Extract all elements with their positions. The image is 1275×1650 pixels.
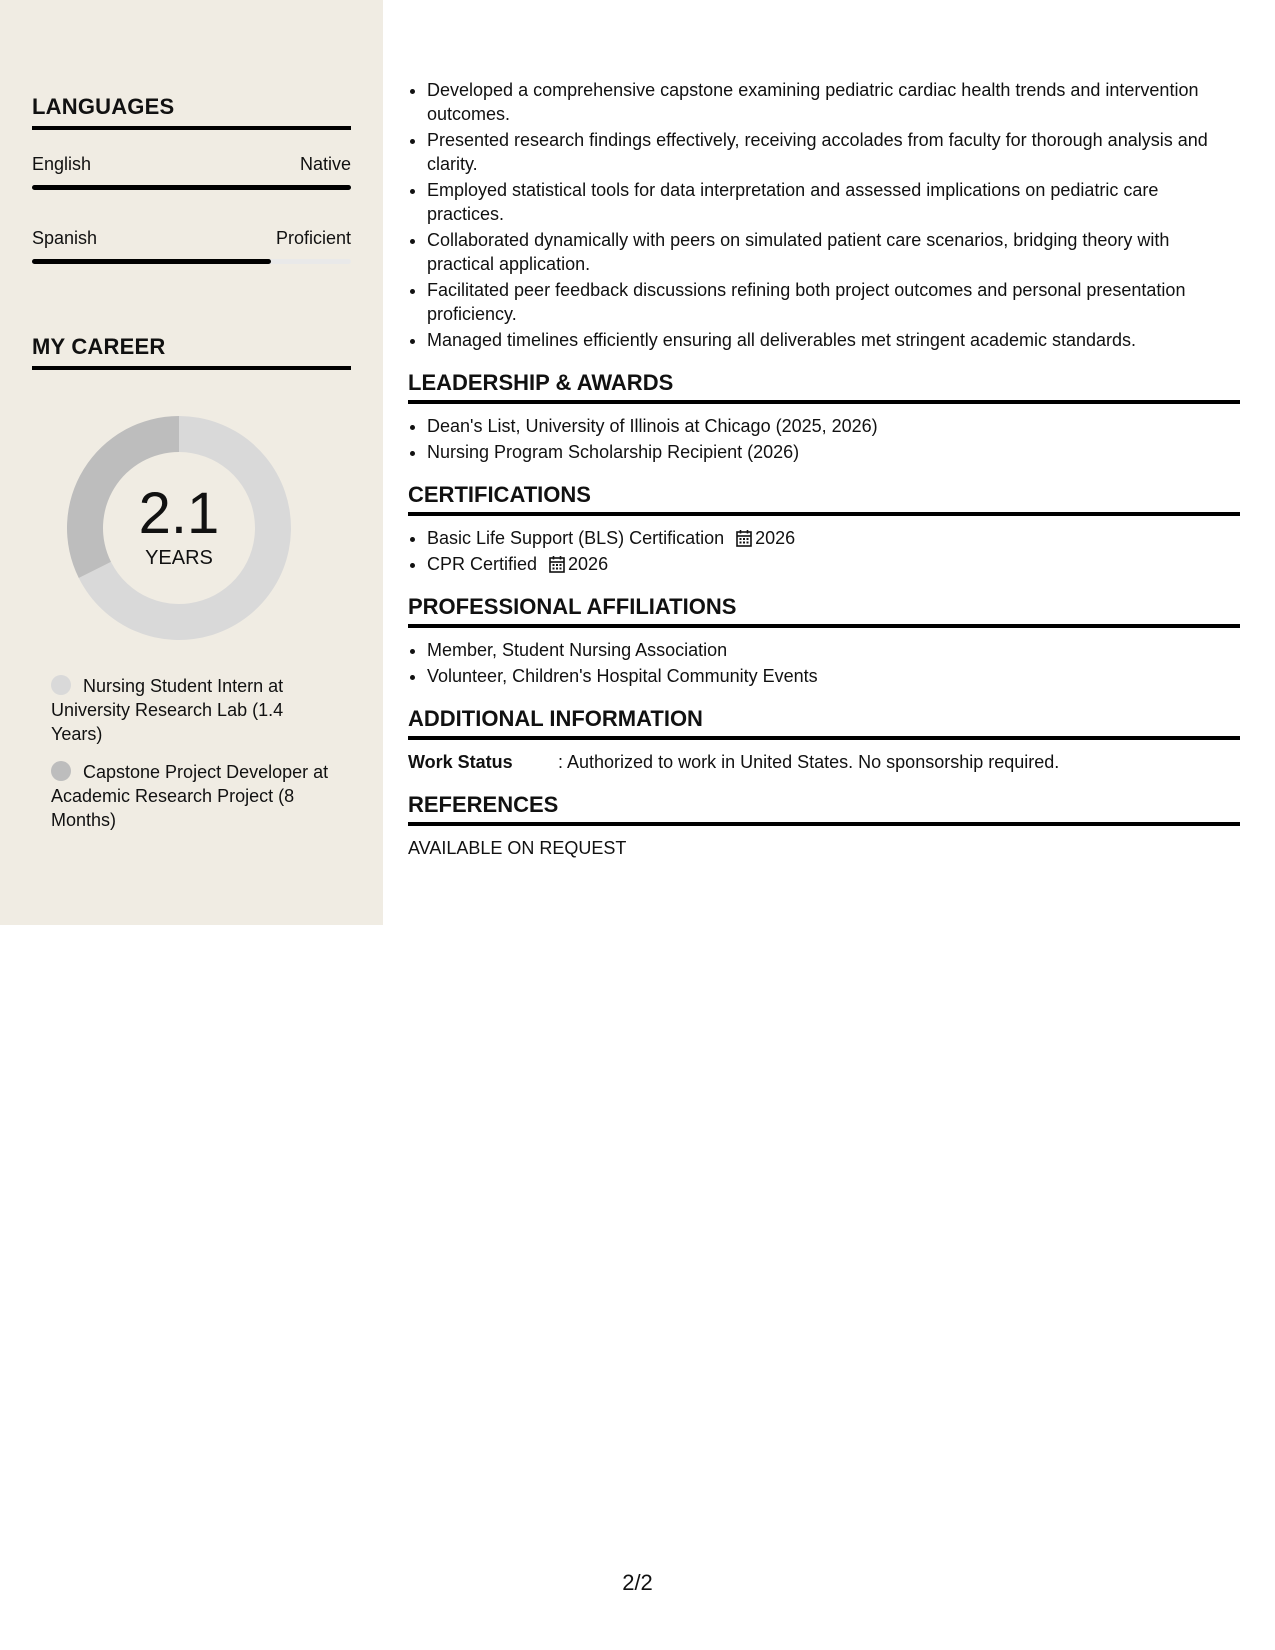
language-proficiency-fill — [32, 185, 351, 190]
language-level: Native — [299, 154, 351, 174]
work-status-label: Work Status — [408, 752, 513, 772]
affiliation-item: • Volunteer, Children's Hospital Community Events — [427, 664, 1240, 688]
language-proficiency-bar — [32, 259, 351, 264]
career-total-unit: YEARS — [145, 547, 213, 569]
language-item-spanish — [32, 228, 351, 264]
experience-bullet: • Collaborated dynamically with peers on simulated patient care scenarios, bridging theory with practical application. — [427, 228, 1240, 276]
affiliations-list — [408, 638, 1240, 688]
experience-bullet: • Employed statistical tools for data interpretation and assessed implications on pediatric care practices. — [427, 178, 1240, 226]
language-level: Proficient — [275, 228, 351, 248]
work-status-row — [408, 750, 1240, 774]
leadership-item: • Nursing Program Scholarship Recipient (2026) — [427, 440, 1240, 464]
sidebar — [0, 0, 383, 925]
certification-year: 2026 — [755, 528, 796, 548]
certifications-list — [408, 526, 1240, 576]
language-name: Spanish — [32, 228, 98, 248]
references-heading: REFERENCES — [408, 792, 1240, 826]
career-heading: MY CAREER — [32, 334, 351, 370]
languages-heading: LANGUAGES — [32, 94, 351, 130]
certification-item — [427, 552, 1240, 576]
experience-bullet: • Presented research findings effectively, receiving accolades from faculty for thorough analysis and clarity. — [427, 128, 1240, 176]
experience-bullet: • Developed a comprehensive capstone examining pediatric cardiac health trends and intervention outcomes. — [427, 78, 1240, 126]
legend-dot-icon — [51, 761, 71, 781]
languages-section — [32, 94, 351, 264]
work-status-value: : Authorized to work in United States. No sponsorship required. — [558, 752, 1060, 772]
leadership-item: • Dean's List, University of Illinois at Chicago (2025, 2026) — [427, 414, 1240, 438]
certification-name: Basic Life Support (BLS) Certification — [427, 528, 725, 548]
experience-bullet-list — [408, 78, 1240, 352]
career-legend-item — [51, 674, 331, 746]
calendar-icon — [736, 529, 752, 547]
additional-info-heading: ADDITIONAL INFORMATION — [408, 706, 1240, 740]
language-proficiency-bar — [32, 185, 351, 190]
certification-name: CPR Certified — [427, 554, 538, 574]
calendar-icon — [549, 555, 565, 573]
career-section — [32, 334, 351, 370]
experience-bullet: • Managed timelines efficiently ensuring all deliverables met stringent academic standards. — [427, 328, 1240, 352]
leadership-list — [408, 414, 1240, 464]
affiliation-item: • Member, Student Nursing Association — [427, 638, 1240, 662]
legend-dot-icon — [51, 675, 71, 695]
career-legend-item — [51, 760, 331, 832]
certifications-heading: CERTIFICATIONS — [408, 482, 1240, 516]
certification-year: 2026 — [568, 554, 609, 574]
language-proficiency-fill — [32, 259, 271, 264]
language-name: English — [32, 154, 92, 174]
references-text: AVAILABLE ON REQUEST — [408, 838, 627, 858]
career-legend — [51, 674, 331, 846]
leadership-heading: LEADERSHIP & AWARDS — [408, 370, 1240, 404]
language-item-english — [32, 154, 351, 190]
career-legend-label: Nursing Student Intern at University Research Lab (1.4 Years) — [51, 676, 284, 744]
page-number: 2/2 — [622, 1570, 653, 1595]
affiliations-heading: PROFESSIONAL AFFILIATIONS — [408, 594, 1240, 628]
career-legend-label: Capstone Project Developer at Academic Research Project (8 Months) — [51, 762, 329, 830]
experience-bullet: • Facilitated peer feedback discussions refining both project outcomes and personal presentation proficiency. — [427, 278, 1240, 326]
career-total-value: 2.1 — [138, 481, 220, 546]
main-content — [408, 78, 1240, 860]
career-donut-chart — [66, 415, 292, 641]
certification-item — [427, 526, 1240, 550]
